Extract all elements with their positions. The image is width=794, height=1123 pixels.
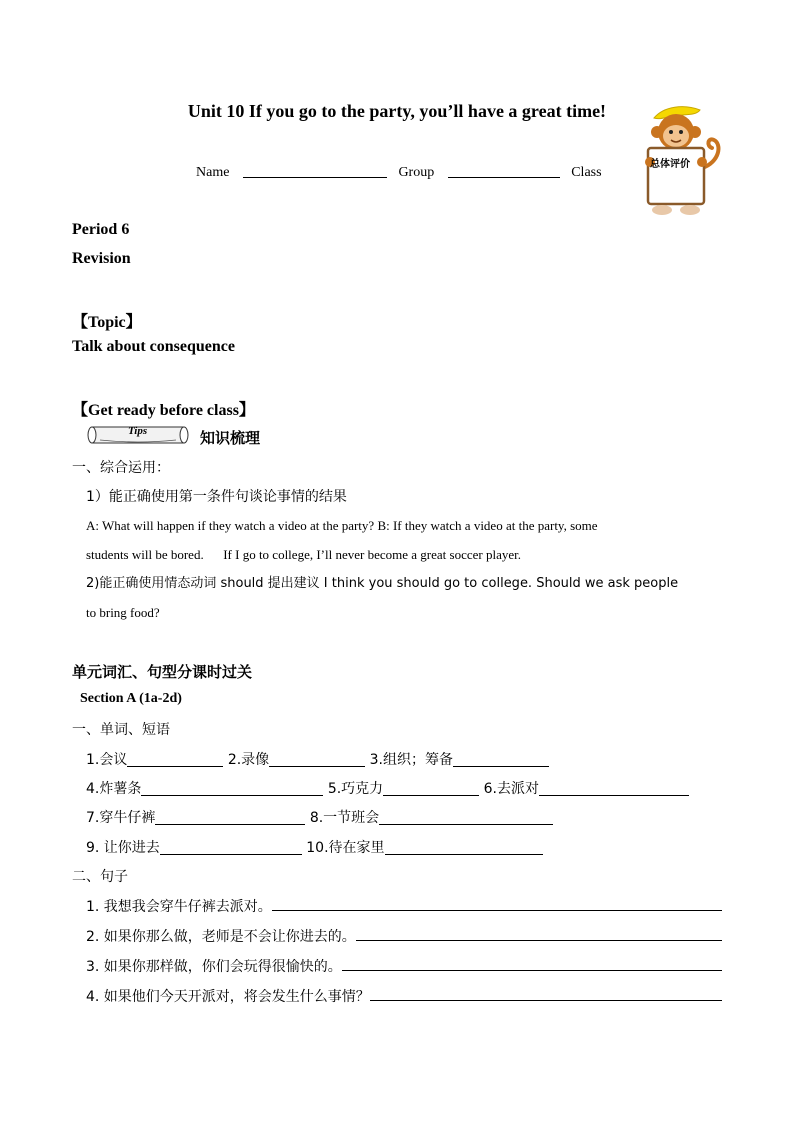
vocab-row-4 bbox=[86, 837, 543, 857]
sentence-prompt: 4. 如果他们今天开派对，将会发生什么事情？ bbox=[86, 989, 370, 1005]
period-label: Period 6 bbox=[72, 221, 130, 238]
vocab-row-3 bbox=[86, 807, 553, 827]
answer-blank[interactable] bbox=[383, 781, 479, 796]
name-blank[interactable] bbox=[243, 163, 387, 178]
vocab-item: 9. 让你进去 bbox=[86, 840, 160, 856]
tips-label: Tips bbox=[128, 425, 148, 437]
ready-heading: 【Get ready before class】 bbox=[72, 402, 255, 419]
group-label: Group bbox=[398, 165, 435, 180]
answer-blank[interactable] bbox=[453, 752, 549, 767]
part1-heading: 一、综合运用： bbox=[72, 460, 170, 476]
group-blank[interactable] bbox=[448, 163, 560, 178]
item2-line-1: 2)能正确使用情态动词 should 提出建议 I think you should go to college. Should we ask people bbox=[86, 576, 679, 591]
knowledge-title: 知识梳理 bbox=[200, 429, 261, 447]
sentence-answer-blank[interactable] bbox=[370, 986, 722, 1001]
vocab-item: 10.待在家里 bbox=[306, 840, 385, 856]
vocab-row-2 bbox=[86, 778, 689, 798]
topic-heading: 【Topic】 bbox=[72, 314, 142, 331]
part1-item1-example bbox=[86, 511, 720, 569]
sentence-row bbox=[86, 926, 722, 946]
vocab-heading: 一、单词、短语 bbox=[72, 722, 170, 738]
example-line-1: A: What will happen if they watch a video at the party? B: If they watch a video at the party, some bbox=[86, 518, 598, 533]
part1-item2 bbox=[86, 569, 720, 627]
sentence-row bbox=[86, 896, 722, 916]
vocab-item: 3.组织；筹备 bbox=[369, 752, 453, 768]
sentence-prompt: 1. 我想我会穿牛仔裤去派对。 bbox=[86, 899, 272, 915]
sentence-answer-blank[interactable] bbox=[272, 896, 722, 911]
answer-blank[interactable] bbox=[379, 810, 553, 825]
evaluation-badge-text: 总体评价 bbox=[650, 159, 690, 170]
vocab-item: 8.一节班会 bbox=[309, 810, 380, 826]
answer-blank[interactable] bbox=[141, 781, 323, 796]
answer-blank[interactable] bbox=[269, 752, 365, 767]
name-group-class-row bbox=[196, 163, 602, 181]
answer-blank[interactable] bbox=[539, 781, 689, 796]
unit-heading: 单元词汇、句型分课时过关 bbox=[72, 663, 253, 681]
sentence-row bbox=[86, 986, 722, 1006]
answer-blank[interactable] bbox=[155, 810, 305, 825]
vocab-item: 1.会议 bbox=[86, 752, 128, 768]
answer-blank[interactable] bbox=[160, 840, 302, 855]
part1-item1-title: 1）能正确使用第一条件句谈论事情的结果 bbox=[86, 489, 347, 505]
name-label: Name bbox=[196, 165, 230, 180]
sentence-prompt: 2. 如果你那么做，老师是不会让你进去的。 bbox=[86, 929, 356, 945]
item2-line-2: to bring food? bbox=[86, 605, 160, 620]
sentence-row bbox=[86, 956, 722, 976]
vocab-item: 2.录像 bbox=[227, 752, 270, 768]
sentence-answer-blank[interactable] bbox=[342, 956, 722, 971]
example-line-2: students will be bored. If I go to college, I’ll never become a great soccer player. bbox=[86, 547, 521, 562]
sentences-heading: 二、句子 bbox=[72, 869, 128, 885]
revision-label: Revision bbox=[72, 250, 131, 267]
topic-text: Talk about consequence bbox=[72, 338, 235, 355]
vocab-item: 5.巧克力 bbox=[327, 781, 384, 797]
page-title: Unit 10 If you go to the party, you’ll have a great time! bbox=[187, 101, 607, 121]
vocab-row-1 bbox=[86, 749, 549, 769]
vocab-item: 4.炸薯条 bbox=[86, 781, 142, 797]
answer-blank[interactable] bbox=[385, 840, 543, 855]
answer-blank[interactable] bbox=[127, 752, 223, 767]
sentence-prompt: 3. 如果你那样做，你们会玩得很愉快的。 bbox=[86, 959, 342, 975]
vocab-item: 7.穿牛仔裤 bbox=[86, 810, 156, 826]
sentence-answer-blank[interactable] bbox=[356, 926, 722, 941]
section-label: Section A (1a-2d) bbox=[80, 691, 182, 706]
class-label: Class bbox=[571, 165, 602, 180]
vocab-item: 6.去派对 bbox=[483, 781, 539, 797]
